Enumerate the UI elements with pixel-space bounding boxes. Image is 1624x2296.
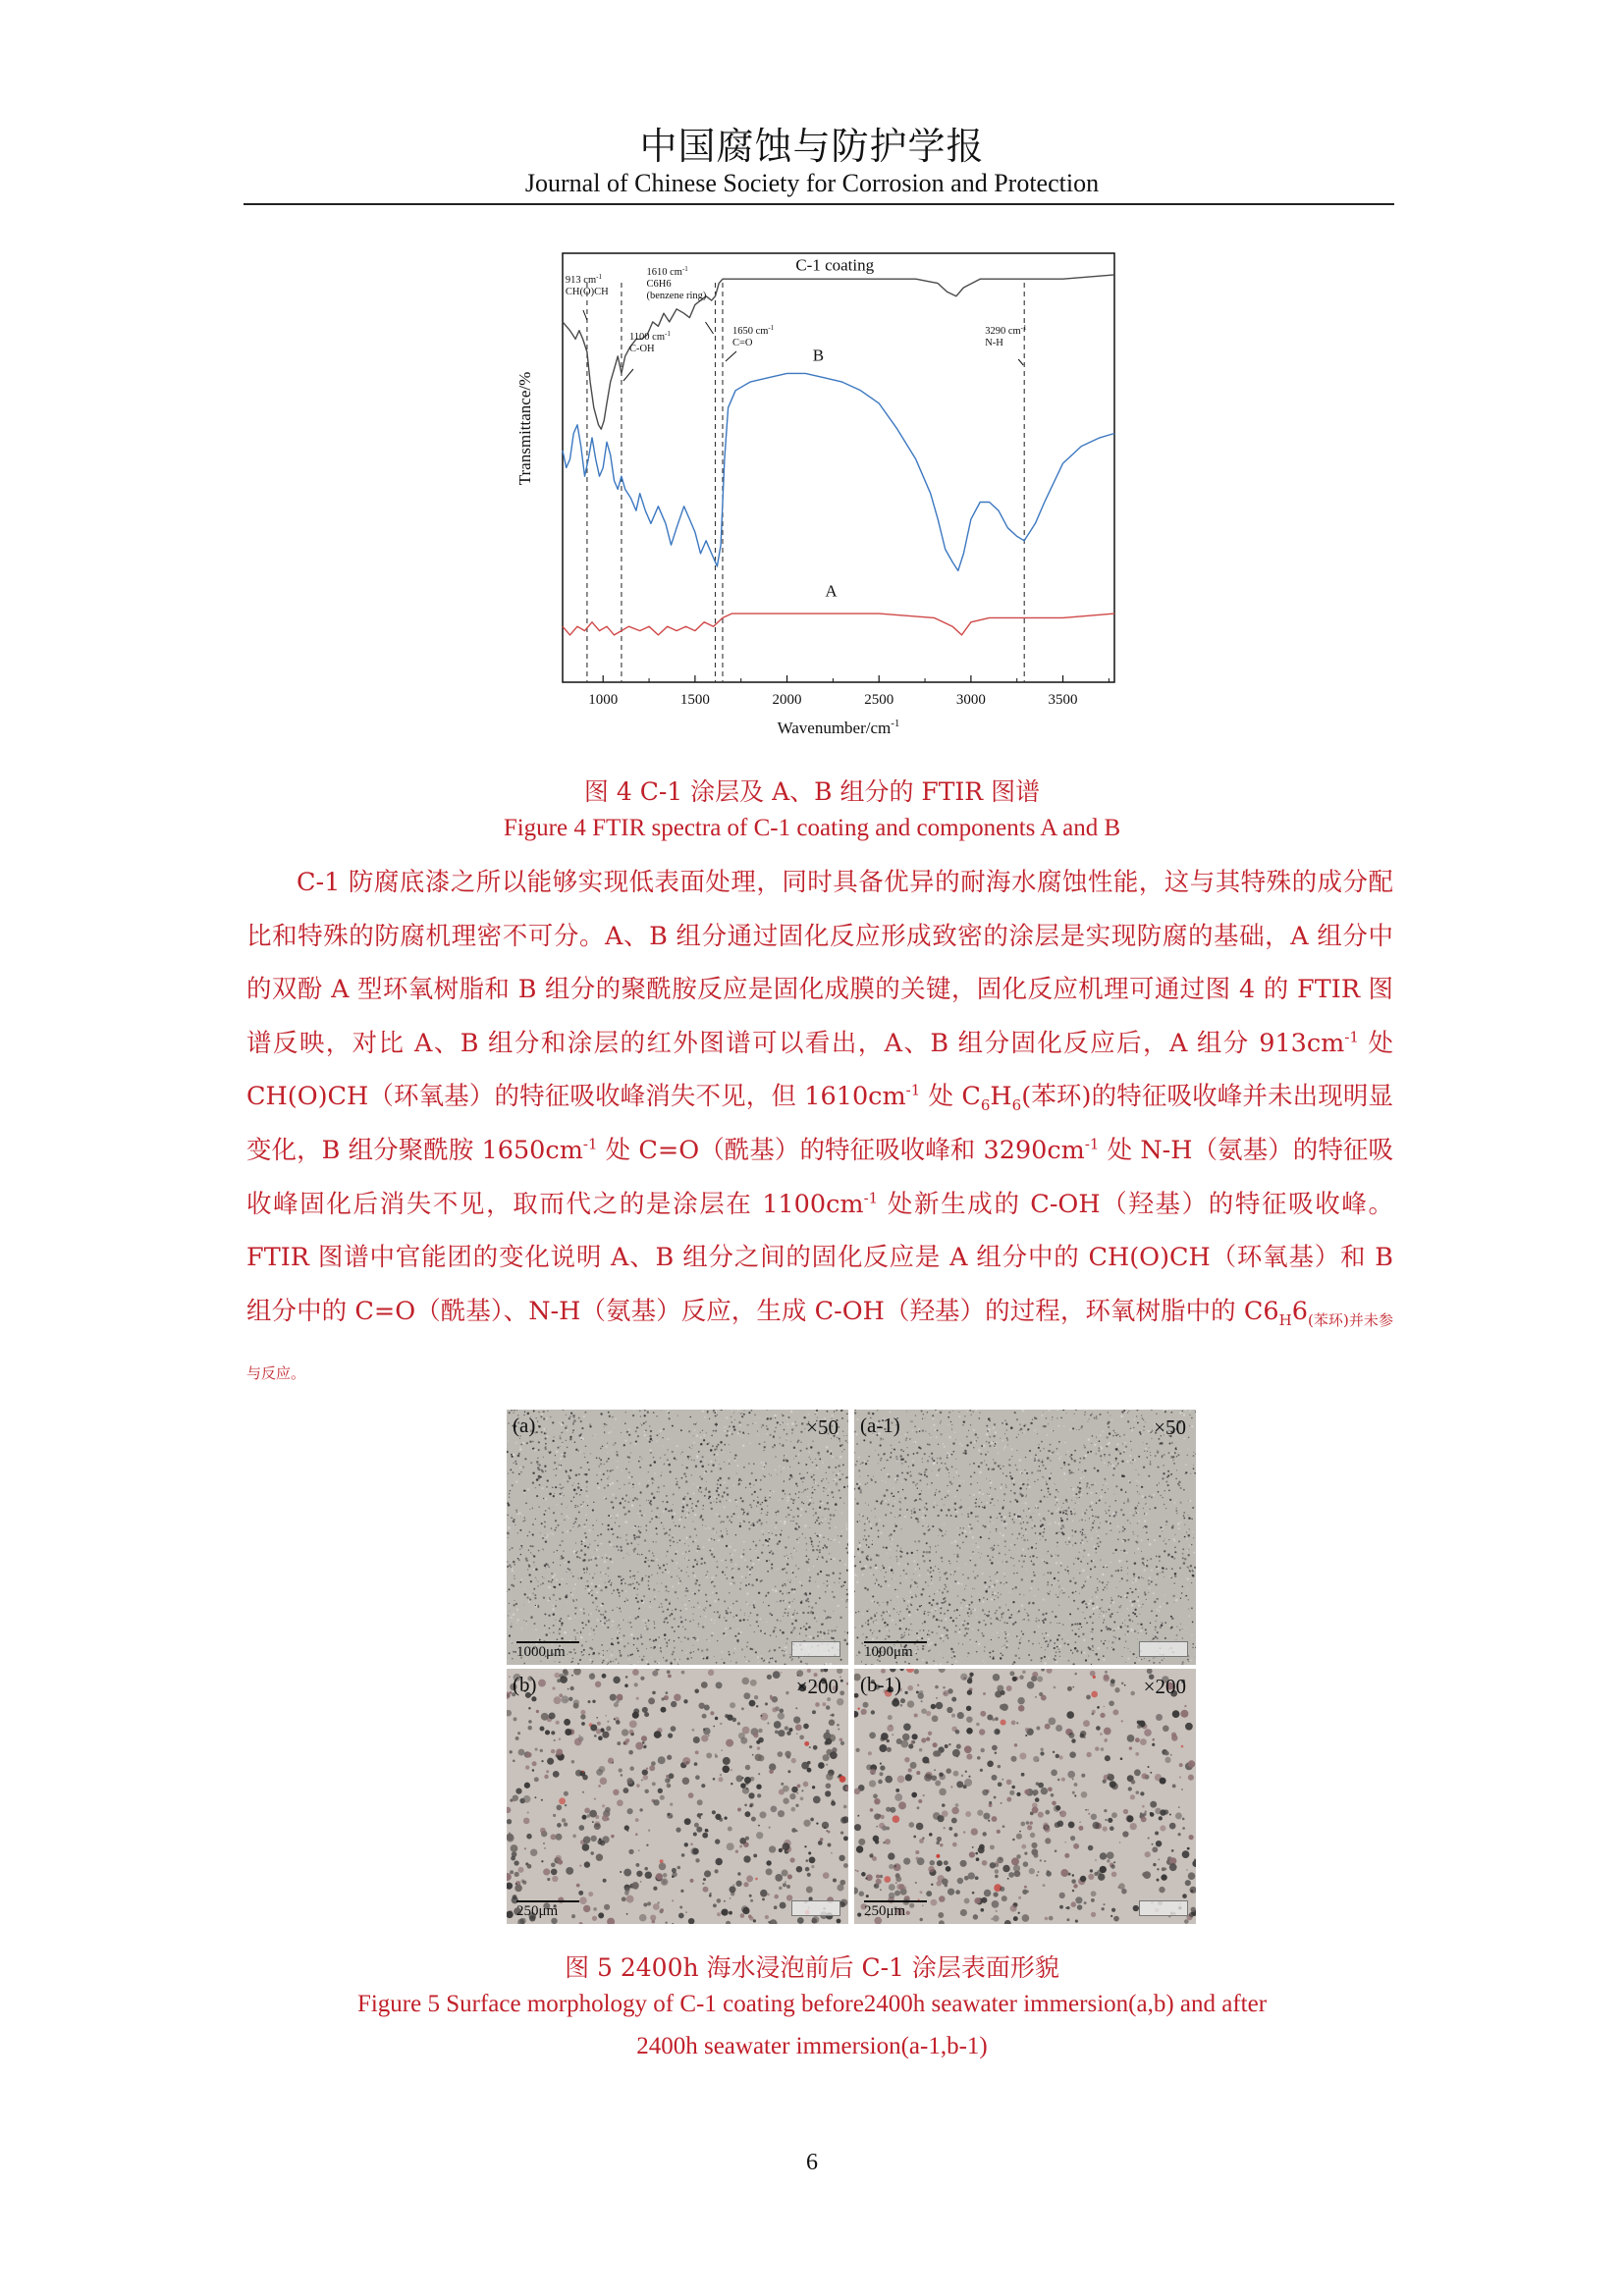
instrument-info-box [791,1900,840,1916]
journal-title-cn: 中国腐蚀与防护学报 [639,125,985,168]
x-tick-label: 3500 [1048,692,1078,708]
series-label: B [812,346,825,365]
paragraph-text: 处 C [920,1082,981,1112]
scale-bar [516,1900,579,1902]
figure-4-caption-cn: 图 4 C-1 涂层及 A、B 组分的 FTIR 图谱 [583,777,1041,806]
paragraph-text: (苯环)的特征吸收峰并未出现明显变化，B 组分聚酰胺 1650cm [246,1082,1393,1165]
marker-text: 3290 cm [985,326,1021,337]
figure-4-caption-en: Figure 4 FTIR spectra of C-1 coating and components A and B [503,815,1121,841]
paragraph-text: H [990,1082,1012,1112]
marker-annotation-1610: (benzene ring) [646,291,707,301]
scale-bar-label: 1000μm [864,1644,913,1660]
magnification-label: ×50 [806,1415,839,1439]
paragraph-text: 处 N-H（氨基）的特征吸收峰固化后消失不见，取而代之的是涂层在 1100cm [246,1135,1393,1219]
magnification-label: ×200 [795,1675,839,1698]
figure-4-ftir-chart [491,245,1139,756]
marker-sup: -1 [596,273,602,281]
instrument-info-box [1139,1641,1188,1657]
subscript: 6 [1011,1096,1022,1115]
subscript: (苯环)并未参与反应。 [246,1310,1393,1383]
paragraph-text: 处新生成的 C-OH（羟基）的特征吸收峰。FTIR 图谱中官能团的变化说明 A、B 组分之间的固化反应是 A 组分中的 CH(O)CH（环氧基）和 B 组分中的 C=O（酰基）、N-H（氨基）反应，生成 C-OH（羟基）的过程，环氧树脂中的 C [246,1189,1394,1326]
superscript: -1 [1344,1028,1359,1046]
x-tick-label: 2000 [772,692,802,708]
marker-arrow [1018,359,1023,365]
series-line-a [563,614,1114,635]
marker-annotation-1650 [732,324,775,337]
journal-title-en: Journal of Chinese Society for Corrosion and Protection [524,169,1100,197]
magnification-label: ×200 [1143,1675,1186,1698]
marker-annotation-913: CH(O)CH [565,287,609,297]
series-label: A [825,581,838,601]
micrograph-image [507,1669,848,1924]
magnification-label: ×50 [1154,1415,1186,1439]
marker-annotation-1610: C6H6 [646,279,672,290]
superscript: -1 [863,1189,879,1207]
scale-bar-label: 250μm [864,1903,906,1919]
x-axis-label-text: Wavenumber/cm [777,719,892,737]
figure-5-caption-en-line2: 2400h seawater immersion(a-1,b-1) [636,2033,988,2059]
micrograph-panel-4 [854,1669,1196,1924]
panel-label: (a) [513,1414,536,1437]
micrograph-panel-1 [507,1410,848,1665]
superscript: -1 [582,1135,598,1153]
marker-sup: -1 [1020,324,1027,332]
marker-arrow [623,369,633,381]
panel-label: (a-1) [860,1414,900,1437]
paragraph-text: C-1 防腐底漆之所以能够实现低表面处理，同时具备优异的耐海水腐蚀性能，这与其特殊的成分配比和特殊的防腐机理密不可分。A、B 组分通过固化反应形成致密的涂层是实现防腐的基础，A 组分中的双酚 A 型环氧树脂和 B 组分的聚酰胺反应是固化成膜的关键，固化反应机理可通过图 4 的 FTIR 图谱反映，对比 A、B 组分和涂层的红外图谱可以看出，A、B 组分固化反应后，A 组分 913cm [246,868,1393,1058]
marker-annotation-1100 [629,330,671,343]
marker-annotation-913 [566,273,603,286]
marker-text: 1100 cm [628,332,666,343]
panel-label: (b) [513,1673,537,1696]
page-number: 6 [806,2150,818,2175]
figure-5-caption-cn: 图 5 2400h 海水浸泡前后 C-1 涂层表面形貌 [565,1953,1059,1982]
scale-bar [864,1900,927,1902]
x-tick-label: 2500 [864,692,894,708]
paragraph-text: 处 CH(O)CH（环氧基）的特征吸收峰消失不见，但 1610cm [246,1028,1394,1112]
instrument-info-box [791,1641,840,1657]
paragraph-text: 6 [1291,1296,1308,1326]
micrograph-image [507,1410,848,1665]
marker-text: 913 cm [565,275,597,286]
marker-sup: -1 [665,330,671,338]
scale-bar [516,1641,579,1643]
figure-5-caption-en-line1: Figure 5 Surface morphology of C-1 coating before2400h seawater immersion(a,b) and after [356,1991,1268,2017]
marker-arrow [726,351,736,361]
series-label: C-1 coating [795,255,875,275]
instrument-info-box [1139,1900,1188,1916]
micrograph-panel-2 [854,1410,1196,1665]
marker-text: 1650 cm [731,326,769,337]
marker-annotation-1610 [646,265,688,278]
marker-annotation-1100: C-OH [628,344,655,354]
paragraph-text: 6 [1263,1296,1279,1326]
x-tick-label: 1500 [679,692,710,708]
x-tick-label: 3000 [955,692,986,708]
scale-bar [864,1641,927,1643]
marker-sup: -1 [768,324,775,332]
micrograph-panel-3 [507,1669,848,1924]
subscript: H [1278,1310,1292,1329]
marker-arrow [583,310,587,320]
marker-sup: -1 [681,265,688,273]
scale-bar-label: 250μm [516,1903,559,1919]
ftir-chart-svg [491,245,1139,756]
superscript: -1 [905,1081,921,1099]
marker-annotation-1650: C=O [731,338,753,348]
marker-annotation-3290: N-H [985,338,1003,348]
micrograph-image [854,1410,1196,1665]
panel-label: (b-1) [860,1673,901,1696]
superscript: -1 [1084,1135,1100,1153]
marker-annotation-3290 [985,324,1027,337]
subscript: 6 [980,1096,991,1115]
body-paragraph [246,856,1393,1392]
micrograph-image [854,1669,1196,1924]
figure-5-micrographs [507,1410,1196,1924]
x-tick-label: 1000 [588,692,619,708]
x-axis-label [778,718,900,737]
scale-bar-label: 1000μm [516,1644,566,1660]
y-axis-label: Transmittance/% [515,371,534,486]
series-line-b [563,373,1114,570]
paragraph-text: 处 C=O（酰基）的特征吸收峰和 3290cm [597,1135,1085,1165]
x-axis-label-sup: -1 [891,718,900,729]
header-rule [244,203,1394,205]
marker-text: 1610 cm [646,267,682,278]
marker-arrow [705,322,713,334]
